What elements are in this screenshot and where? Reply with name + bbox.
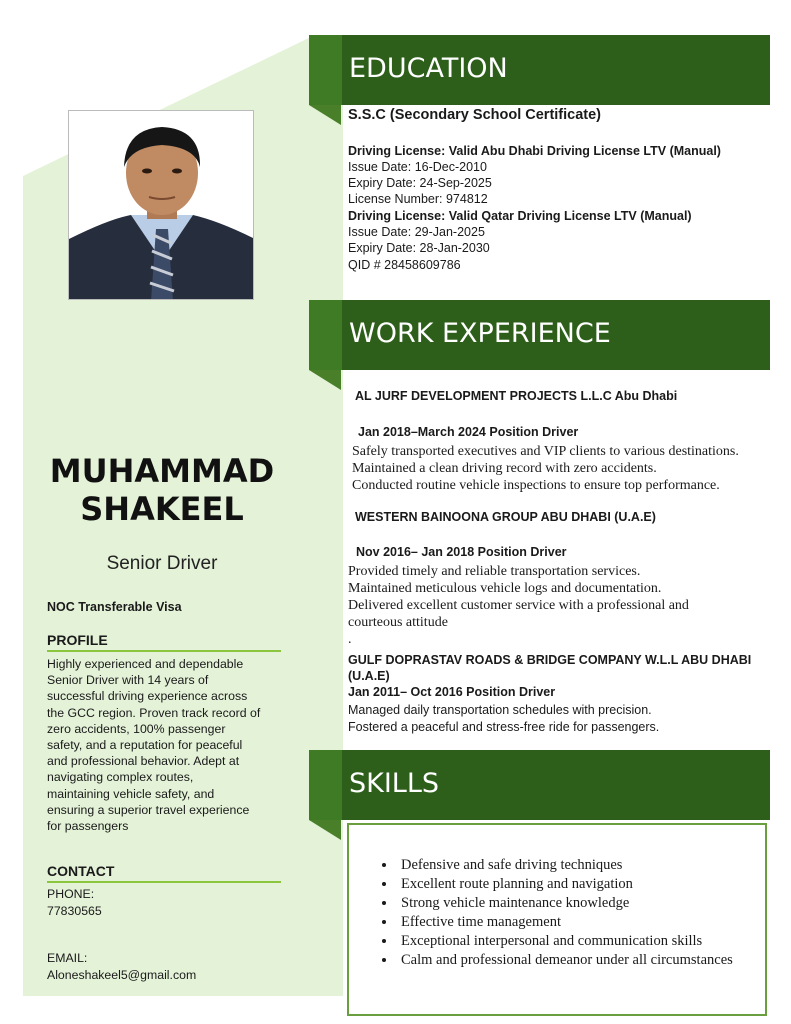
duty-line: Delivered excellent customer service with a professional and [348, 598, 689, 613]
job-header [358, 425, 578, 439]
duty-line: Conducted routine vehicle inspections to ensure top performance. [352, 478, 720, 493]
license-number: License Number: 974812 [348, 192, 488, 206]
profile-line: Senior Driver with 14 years of [47, 673, 209, 688]
profile-line: ensuring a superior travel experience [47, 802, 250, 817]
job-position: Position Driver [466, 685, 556, 699]
banner-tab [309, 750, 342, 820]
license-title: Driving License: Valid Qatar Driving License LTV (Manual) [348, 209, 692, 223]
job-duties [348, 563, 689, 648]
profile-line: for passengers [47, 819, 129, 834]
duty-line: Managed daily transportation schedules with precision. [348, 703, 652, 717]
job-duties [348, 702, 659, 735]
job-company: WESTERN BAINOONA GROUP ABU DHABI (U.A.E) [355, 510, 656, 524]
skills-list [349, 856, 777, 970]
job-duties [352, 443, 739, 494]
profile-line: maintaining vehicle safety, and [47, 786, 215, 801]
job-position: Position Driver [477, 545, 567, 559]
job-header [348, 685, 555, 699]
email-address[interactable]: Aloneshakeel5@gmail.com [47, 968, 197, 982]
profile-line: safety, and a reputation for peaceful [47, 738, 243, 753]
job-header [356, 545, 567, 559]
duty-line: . [348, 632, 352, 647]
duty-line: Provided timely and reliable transportation services. [348, 564, 641, 579]
name-last: SHAKEEL [80, 490, 244, 528]
job-company-line2: (U.A.E) [348, 669, 390, 683]
skill-item: • Strong vehicle maintenance knowledge [397, 894, 777, 913]
job-title: Senior Driver [106, 553, 218, 574]
profile-photo [68, 110, 254, 300]
skills-heading: SKILLS [349, 768, 440, 799]
education-banner [309, 35, 770, 105]
duty-line: Safely transported executives and VIP clients to various destinations. [352, 444, 739, 459]
phone-number[interactable]: 77830565 [47, 904, 102, 918]
skill-item: • Effective time management [397, 913, 777, 932]
skills-box [347, 823, 767, 1016]
email-label: EMAIL: [47, 951, 88, 965]
work-banner [309, 300, 770, 370]
license-expiry-date: Expiry Date: 28-Jan-2030 [348, 241, 490, 255]
profile-line: zero accidents, 100% passenger [47, 721, 226, 736]
contact-heading: CONTACT [47, 863, 281, 883]
profile-summary [47, 656, 281, 834]
banner-tab [309, 35, 342, 105]
duty-line: courteous attitude [348, 615, 448, 630]
license-title: Driving License: Valid Abu Dhabi Driving License LTV (Manual) [348, 144, 721, 158]
job-dates: Jan 2018–March 2024 [358, 425, 486, 439]
visa-status: NOC Transferable Visa [47, 600, 182, 614]
skill-item: • Excellent route planning and navigation [397, 875, 777, 894]
license-issue-date: Issue Date: 29-Jan-2025 [348, 225, 485, 239]
duty-line: Maintained a clean driving record with zero accidents. [352, 461, 657, 476]
qid-number: QID # 28458609786 [348, 258, 461, 272]
banner-fold [309, 370, 341, 390]
phone-label: PHONE: [47, 887, 95, 901]
profile-line: navigating complex routes, [47, 770, 194, 785]
profile-line: the GCC region. Proven track record of [47, 705, 261, 720]
skill-item: • Defensive and safe driving techniques [397, 856, 777, 875]
job-dates: Nov 2016– Jan 2018 [356, 545, 475, 559]
education-heading: EDUCATION [349, 53, 508, 84]
skill-item: • Calm and professional demeanor under all circumstances [397, 951, 777, 970]
candidate-name [40, 452, 284, 528]
job-dates: Jan 2011– Oct 2016 [348, 685, 463, 699]
license-issue-date: Issue Date: 16-Dec-2010 [348, 160, 487, 174]
job-company: GULF DOPRASTAV ROADS & BRIDGE COMPANY W.L.L ABU DHABI [348, 653, 752, 667]
job-company: AL JURF DEVELOPMENT PROJECTS L.L.C Abu Dhabi [355, 389, 678, 403]
profile-heading: PROFILE [47, 632, 281, 652]
profile-line: successful driving experience across [47, 689, 248, 704]
license-expiry-date: Expiry Date: 24-Sep-2025 [348, 176, 492, 190]
banner-tab [309, 300, 342, 370]
skill-item: • Exceptional interpersonal and communication skills [397, 932, 777, 951]
duty-line: Fostered a peaceful and stress-free ride for passengers. [348, 719, 660, 734]
profile-line: and professional behavior. Adept at [47, 754, 240, 769]
profile-line: Highly experienced and dependable [47, 657, 244, 671]
skills-banner [309, 750, 770, 820]
banner-fold [309, 820, 341, 840]
job-position: Position Driver [489, 425, 579, 439]
work-heading: WORK EXPERIENCE [349, 318, 611, 349]
duty-line: Maintained meticulous vehicle logs and documentation. [348, 581, 662, 596]
banner-fold [309, 105, 341, 125]
name-first: MUHAMMAD [49, 452, 275, 490]
education-certificate: S.S.C (Secondary School Certificate) [348, 107, 602, 123]
